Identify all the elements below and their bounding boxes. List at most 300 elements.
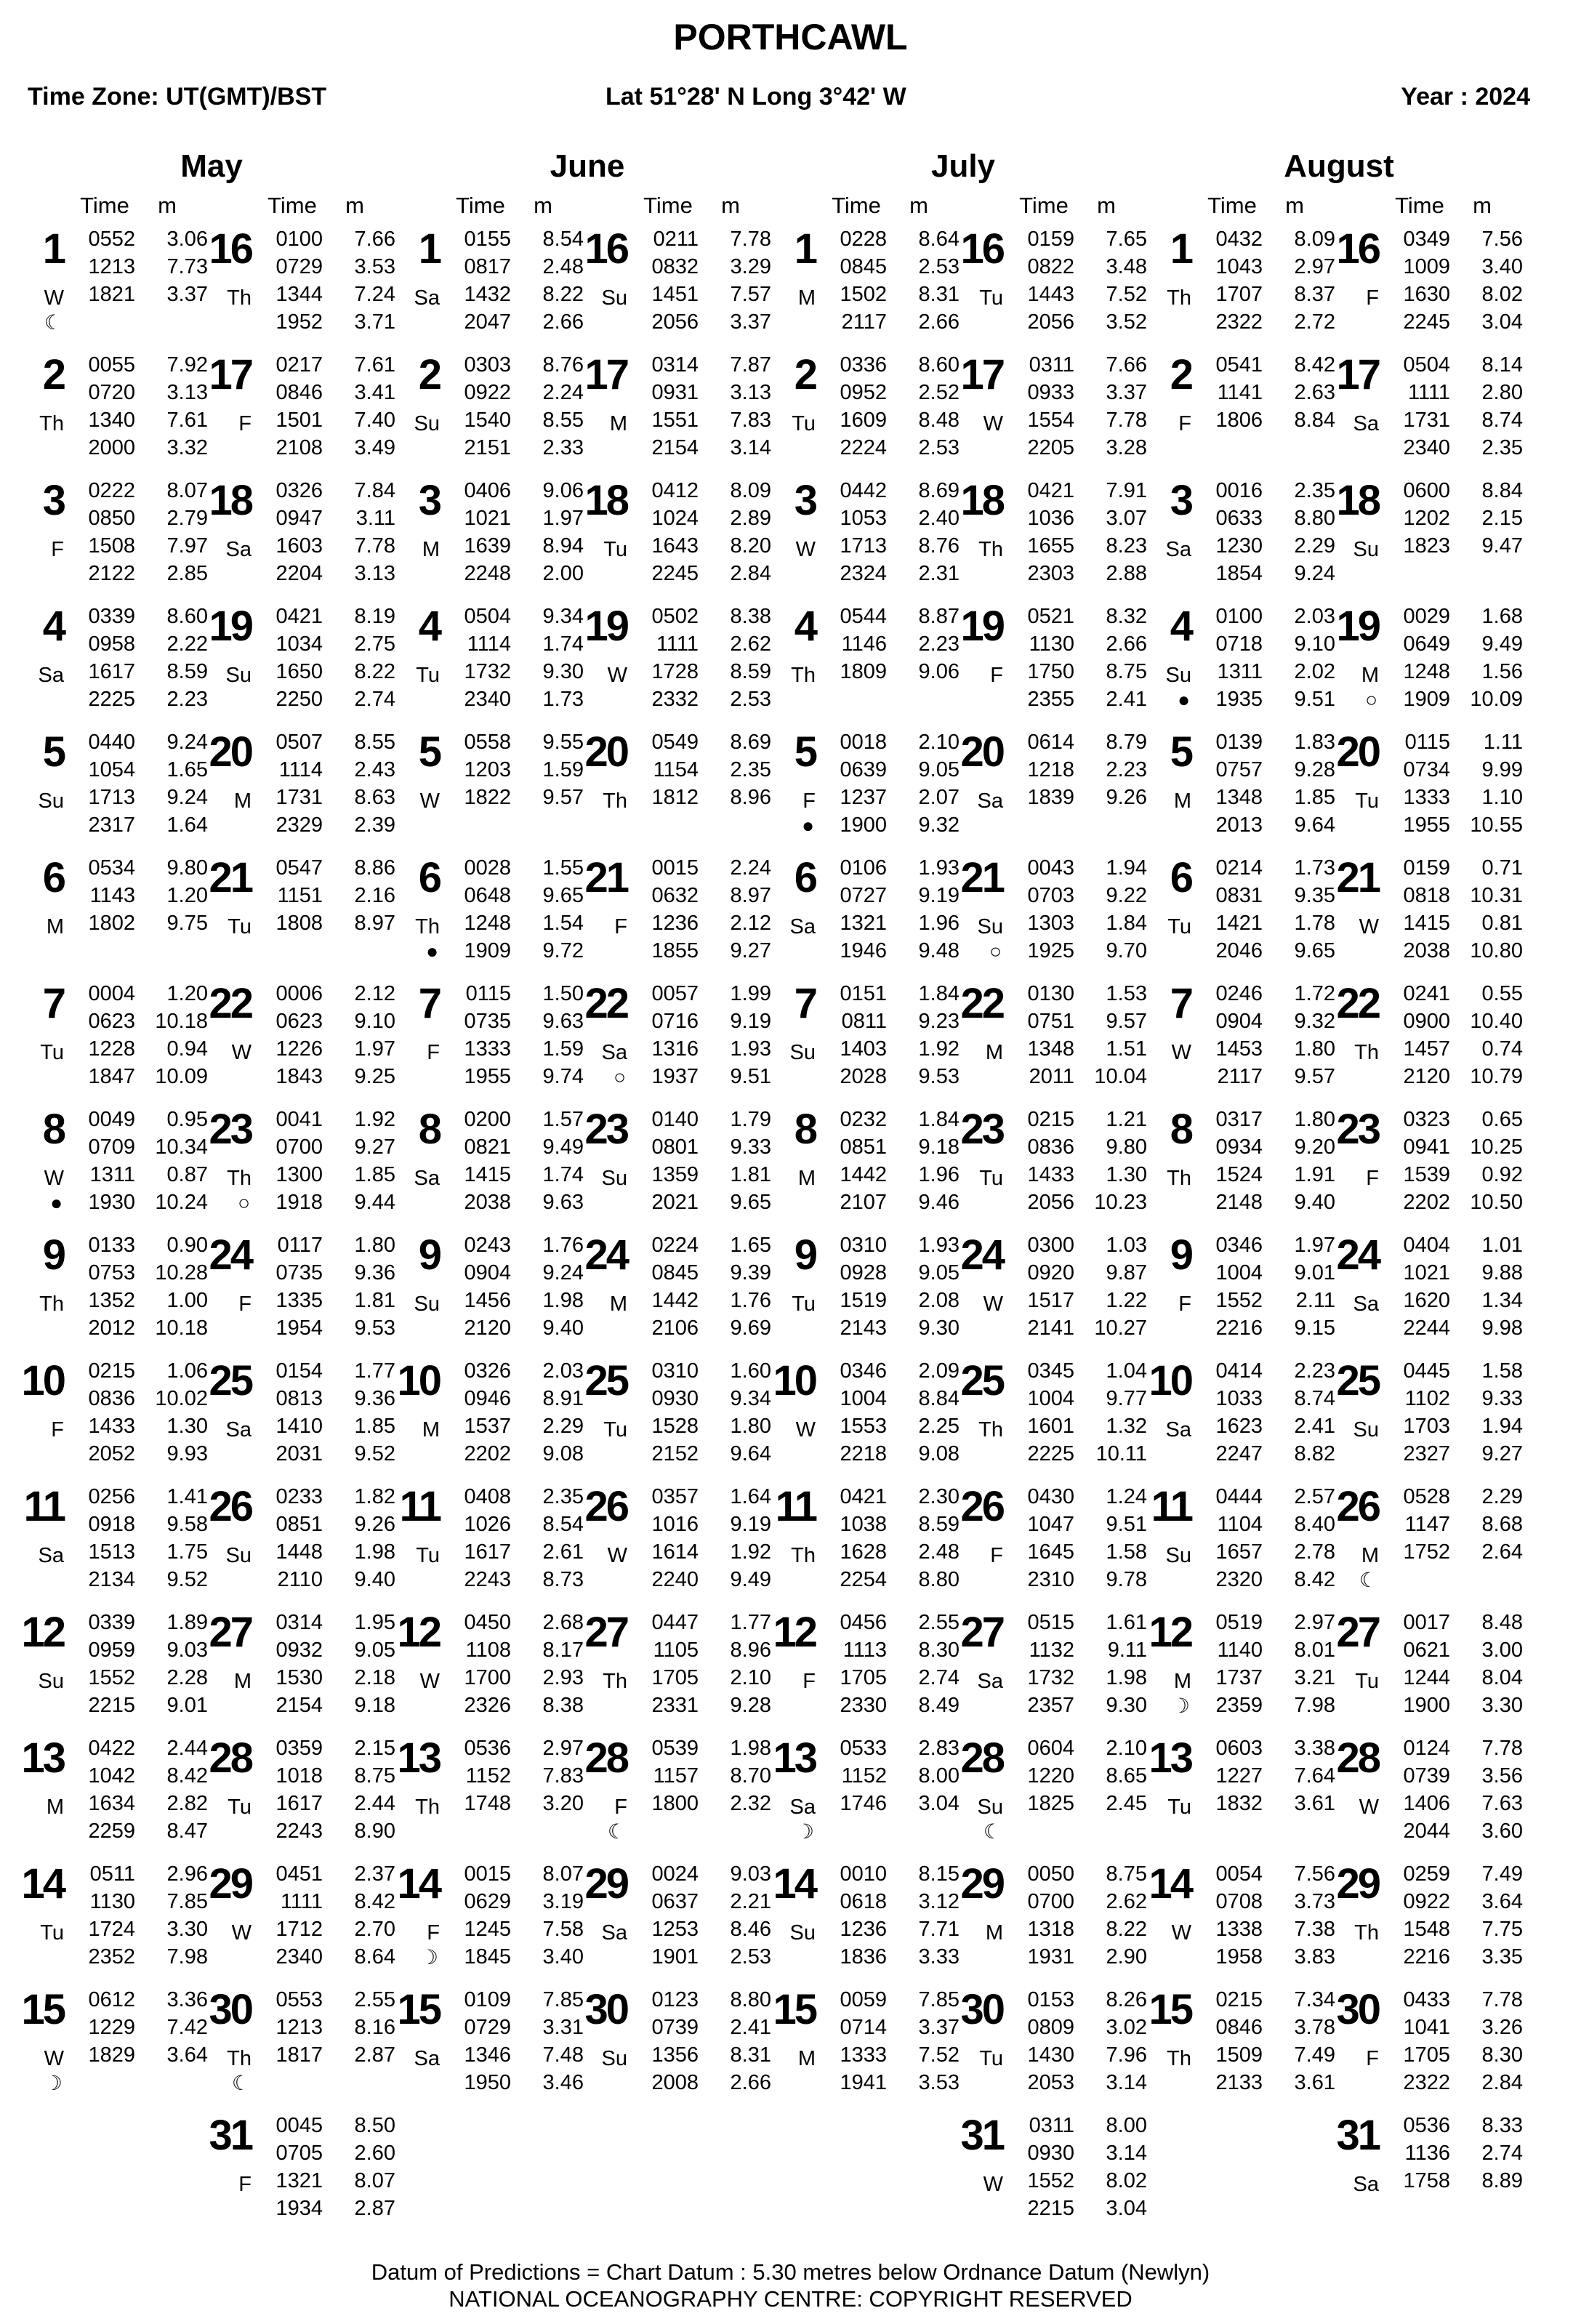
tide-row: [256, 811, 395, 839]
tide-row: [820, 532, 960, 560]
time-header: Time: [1395, 193, 1444, 218]
tide-row: [820, 980, 960, 1008]
tide-time: 2000: [88, 436, 135, 459]
tide-time: 0440: [88, 731, 135, 754]
tide-height: 7.56: [1294, 1862, 1335, 1886]
tide-time: 0928: [840, 1261, 887, 1284]
tide-height: 8.86: [354, 856, 395, 880]
tide-row: [1196, 2069, 1335, 2096]
tide-time: 0115: [465, 982, 511, 1005]
tide-time: 1724: [88, 1918, 135, 1941]
weekday-label: F: [1178, 412, 1191, 435]
tide-time: 1054: [88, 758, 135, 781]
tide-row: [632, 1986, 771, 2014]
day-number: 2: [42, 351, 64, 398]
tide-height: 1.94: [1481, 1415, 1523, 1438]
tide-height: 1.60: [730, 1359, 771, 1383]
tide-row: [1007, 1692, 1147, 1719]
tide-height: 7.97: [166, 534, 208, 558]
tide-height: 10.24: [155, 1191, 208, 1214]
tide-row: [1383, 1762, 1523, 1790]
day-entry: [398, 1106, 585, 1228]
tide-height: 7.38: [1294, 1918, 1335, 1941]
tide-time: 0314: [275, 1611, 323, 1634]
tide-time: 0714: [840, 2016, 887, 2039]
tide-height: 2.39: [354, 813, 395, 837]
day-entry: [961, 980, 1148, 1102]
tide-row: [820, 1259, 960, 1287]
weekday-label: F: [238, 412, 252, 435]
day-entry: [585, 1357, 773, 1479]
weekday-label: Th: [1354, 1921, 1379, 1945]
tide-time: 0050: [1027, 1862, 1074, 1886]
tide-row: [632, 1664, 771, 1692]
tide-row: [1383, 854, 1523, 882]
tide-height: 2.87: [354, 2043, 395, 2067]
tide-row: [256, 1133, 395, 1161]
tide-time: 0813: [275, 1387, 323, 1410]
tide-time: 0159: [1403, 856, 1450, 880]
tide-row: [1383, 1636, 1523, 1664]
day-entry: [585, 1860, 773, 1982]
tide-time: 0421: [1027, 479, 1074, 502]
tide-row: [68, 756, 208, 784]
tide-height: 8.59: [166, 660, 208, 683]
tide-time: 1430: [1027, 2043, 1074, 2067]
tide-time: 0534: [88, 856, 135, 880]
tide-row: [68, 406, 208, 434]
height-header: m: [158, 193, 177, 218]
tide-row: [632, 1008, 771, 1035]
tide-height: 1.68: [1481, 605, 1523, 628]
weekday-label: Tu: [603, 1418, 627, 1442]
tide-height: 8.69: [730, 731, 771, 754]
tide-row: [1383, 1790, 1523, 1817]
tide-time: 1004: [1215, 1261, 1263, 1284]
tide-time: 1502: [840, 283, 887, 306]
tide-height: 1.20: [166, 884, 208, 907]
weekday-label: Su: [1353, 1418, 1379, 1442]
tide-time: 2108: [275, 436, 323, 459]
tide-height: 0.81: [1481, 912, 1523, 935]
tide-row: [820, 1106, 960, 1133]
tide-time: 2340: [275, 1945, 323, 1969]
tide-height: 9.80: [1106, 1135, 1147, 1159]
height-header: m: [534, 193, 552, 218]
tide-row: [68, 379, 208, 406]
day-number: 21: [1336, 854, 1379, 901]
tide-time: 2322: [1403, 2071, 1450, 2094]
weekday-label: Sa: [1353, 412, 1379, 435]
tide-row: [256, 560, 395, 587]
tide-height: 2.40: [918, 507, 960, 530]
tide-row: [1383, 1287, 1523, 1314]
tide-time: 2218: [840, 1442, 887, 1465]
tide-height: 3.26: [1481, 2016, 1523, 2039]
tide-row: [632, 728, 771, 756]
tide-row: [820, 560, 960, 587]
moon-phase-icon: ☽: [44, 2072, 63, 2094]
tide-row: [632, 1231, 771, 1259]
tide-time: 1244: [1403, 1666, 1450, 1689]
tide-time: 1639: [464, 534, 511, 558]
tide-height: 2.52: [918, 381, 960, 404]
tide-height: 2.84: [1481, 2071, 1523, 2094]
tide-time: 2330: [840, 1694, 887, 1717]
tide-height: 2.62: [1106, 1890, 1147, 1913]
tide-row: [1007, 1259, 1147, 1287]
tide-time: 1935: [1215, 688, 1263, 711]
tide-row: [68, 1817, 208, 1845]
tide-row: [1196, 351, 1335, 379]
day-entry: [585, 854, 773, 976]
weekday-label: Su: [414, 1292, 440, 1316]
day-entry: [22, 225, 209, 347]
tide-row: [256, 1287, 395, 1314]
weekday-label: W: [44, 1167, 64, 1190]
tide-row: [444, 1888, 584, 1915]
tide-height: 1.11: [1483, 731, 1523, 754]
tide-row: [1007, 1106, 1147, 1133]
tide-time: 1845: [464, 1945, 511, 1969]
tide-row: [444, 1566, 584, 1593]
tide-height: 9.51: [1294, 688, 1335, 711]
tide-row: [68, 728, 208, 756]
weekday-label: Th: [978, 1418, 1003, 1442]
tide-time: 1731: [1403, 409, 1450, 432]
tide-time: 0109: [464, 1988, 511, 2011]
weekday-label: F: [51, 538, 64, 561]
tide-time: 1043: [1215, 255, 1263, 278]
tide-row: [68, 1314, 208, 1342]
tide-row: [1007, 253, 1147, 281]
weekday-label: M: [422, 1418, 440, 1442]
weekday-label: Th: [791, 1544, 816, 1567]
tide-height: 9.53: [354, 1316, 395, 1340]
tide-height: 2.57: [1294, 1485, 1335, 1508]
tide-row: [820, 1063, 960, 1090]
tide-row: [820, 434, 960, 462]
day-entry: [961, 225, 1148, 347]
tide-time: 1925: [1027, 939, 1074, 962]
tide-row: [632, 1790, 771, 1817]
day-column: [398, 0, 585, 2324]
weekday-label: Sa: [1165, 538, 1191, 561]
day-number: 4: [1170, 603, 1191, 650]
tide-row: [820, 658, 960, 685]
tide-row: [632, 1943, 771, 1971]
tide-height: 1.77: [730, 1611, 771, 1634]
tide-time: 0339: [88, 605, 135, 628]
tide-time: 1832: [1215, 1792, 1263, 1815]
tide-height: 1.80: [1294, 1108, 1335, 1131]
tide-row: [1196, 1762, 1335, 1790]
tide-height: 2.63: [1294, 381, 1335, 404]
tide-row: [444, 909, 584, 937]
tide-row: [256, 2139, 395, 2167]
tide-time: 0600: [1403, 479, 1450, 502]
weekday-label: M: [985, 1921, 1003, 1945]
tide-height: 8.65: [1106, 1764, 1147, 1788]
tide-row: [820, 1483, 960, 1511]
moon-phase-icon: ●: [426, 940, 438, 962]
tide-row: [256, 784, 395, 811]
weekday-label: Th: [227, 1167, 252, 1190]
tide-time: 1352: [88, 1289, 135, 1312]
day-entry: [1337, 351, 1524, 473]
day-number: 12: [21, 1609, 64, 1656]
tide-row: [444, 2014, 584, 2041]
tide-height: 3.04: [1481, 310, 1523, 334]
day-number: 15: [773, 1986, 816, 2033]
tide-height: 2.87: [354, 2197, 395, 2220]
weekday-label: Sa: [601, 1041, 627, 1064]
tide-row: [68, 1189, 208, 1216]
day-number: 17: [584, 351, 627, 398]
tide-height: 2.10: [1106, 1737, 1147, 1760]
weekday-label: Th: [415, 1796, 440, 1819]
weekday-label: W: [1359, 1796, 1379, 1819]
weekday-label: Su: [601, 2047, 627, 2070]
tide-row: [632, 351, 771, 379]
tide-row: [1383, 2014, 1523, 2041]
tide-height: 2.03: [542, 1359, 584, 1383]
tide-row: [820, 1888, 960, 1915]
tide-time: 1053: [840, 507, 887, 530]
tide-height: 8.87: [918, 605, 960, 628]
tide-time: 2310: [1027, 1568, 1074, 1591]
tide-height: 9.24: [1294, 562, 1335, 585]
tide-height: 9.55: [542, 731, 584, 754]
tide-time: 0024: [651, 1862, 699, 1886]
tide-row: [444, 2069, 584, 2096]
tide-height: 9.23: [918, 1010, 960, 1033]
tide-row: [444, 1664, 584, 1692]
tide-row: [632, 1762, 771, 1790]
tide-row: [1007, 504, 1147, 532]
tide-height: 9.65: [1294, 939, 1335, 962]
tide-time: 2141: [1027, 1316, 1074, 1340]
tide-row: [820, 1357, 960, 1385]
tide-height: 3.52: [1106, 310, 1147, 334]
day-entry: [1337, 477, 1524, 599]
day-entry: [1149, 351, 1337, 473]
weekday-label: Tu: [979, 286, 1003, 310]
tide-time: 1900: [840, 813, 887, 837]
tide-time: 1643: [651, 534, 699, 558]
tide-time: 1537: [464, 1415, 511, 1438]
tide-height: 9.19: [918, 884, 960, 907]
tide-height: 8.70: [730, 1764, 771, 1788]
tide-time: 0558: [464, 731, 511, 754]
tide-height: 1.74: [542, 1163, 584, 1186]
tide-height: 2.15: [1481, 507, 1523, 530]
tide-time: 0133: [88, 1234, 135, 1257]
tide-row: [444, 658, 584, 685]
tide-row: [632, 1287, 771, 1314]
weekday-label: W: [983, 412, 1003, 435]
tide-height: 9.77: [1106, 1387, 1147, 1410]
tide-height: 2.30: [918, 1485, 960, 1508]
tide-height: 1.97: [542, 507, 584, 530]
day-number: 19: [1336, 603, 1379, 650]
day-entry: [585, 477, 773, 599]
day-number: 2: [1170, 351, 1191, 398]
tide-row: [632, 2014, 771, 2041]
tide-row: [1383, 1385, 1523, 1412]
tide-height: 9.52: [166, 1568, 208, 1591]
tide-time: 0541: [1215, 353, 1263, 377]
tide-time: 0930: [1027, 2142, 1074, 2165]
day-entry: [398, 728, 585, 851]
tide-time: 2215: [88, 1694, 135, 1717]
tide-time: 2243: [464, 1568, 511, 1591]
tide-time: 1551: [651, 409, 699, 432]
tide-time: 0214: [1215, 856, 1263, 880]
tide-time: 2053: [1027, 2071, 1074, 2094]
tide-row: [1383, 1008, 1523, 1035]
tide-height: 1.53: [1106, 982, 1147, 1005]
tide-row: [256, 2112, 395, 2139]
tide-row: [444, 560, 584, 587]
tide-time: 1746: [840, 1792, 887, 1815]
weekday-label: F: [614, 915, 627, 938]
day-number: 14: [1148, 1860, 1191, 1907]
tide-time: 1303: [1027, 912, 1074, 935]
tide-time: 1236: [651, 912, 699, 935]
tide-row: [820, 308, 960, 336]
weekday-label: M: [233, 1670, 252, 1693]
tide-row: [632, 1538, 771, 1566]
tide-row: [1007, 560, 1147, 587]
tide-row: [256, 504, 395, 532]
tide-height: 8.64: [918, 228, 960, 251]
day-entry: [1337, 1986, 1524, 2108]
tide-time: 2317: [88, 813, 135, 837]
moon-phase-icon: ☽: [1171, 1694, 1190, 1717]
tide-time: 2245: [1403, 310, 1450, 334]
tide-row: [1007, 225, 1147, 253]
day-number: 9: [418, 1231, 440, 1279]
tide-row: [1196, 1440, 1335, 1468]
tide-height: 2.97: [1294, 255, 1335, 278]
tide-row: [1196, 1734, 1335, 1762]
weekday-label: W: [795, 538, 816, 561]
tide-height: 9.27: [1481, 1442, 1523, 1465]
tide-height: 3.40: [542, 1945, 584, 1969]
tide-time: 0536: [1403, 2114, 1450, 2137]
weekday-label: M: [609, 1292, 627, 1316]
day-number: 8: [794, 1106, 816, 1153]
tide-time: 0432: [1215, 228, 1263, 251]
tide-row: [820, 1609, 960, 1636]
tide-time: 1836: [840, 1945, 887, 1969]
day-number: 23: [1336, 1106, 1379, 1153]
tide-height: 3.28: [1106, 436, 1147, 459]
tide-time: 2046: [1215, 939, 1263, 962]
weekday-label: Sa: [977, 1670, 1003, 1693]
tide-height: 9.26: [1106, 786, 1147, 809]
day-entry: [961, 728, 1148, 851]
tide-height: 8.89: [1481, 2169, 1523, 2192]
tide-height: 8.15: [918, 1862, 960, 1886]
tide-time: 0521: [1027, 605, 1074, 628]
weekday-label: F: [990, 664, 1003, 687]
tide-row: [444, 1986, 584, 2014]
tide-time: 1406: [1403, 1792, 1450, 1815]
weekday-label: Su: [601, 1167, 627, 1190]
tide-height: 8.69: [918, 479, 960, 502]
tide-height: 3.13: [354, 562, 395, 585]
tide-time: 0100: [275, 228, 323, 251]
tide-time: 1042: [88, 1764, 135, 1788]
tide-time: 1321: [840, 912, 887, 935]
day-number: 25: [1336, 1357, 1379, 1404]
tide-row: [820, 1035, 960, 1063]
tide-time: 0633: [1215, 507, 1263, 530]
day-entry: [961, 1231, 1148, 1354]
tide-row: [444, 532, 584, 560]
tide-row: [256, 532, 395, 560]
day-entry: [585, 351, 773, 473]
day-number: 1: [1170, 225, 1191, 273]
tide-time: 1705: [840, 1666, 887, 1689]
day-number: 18: [960, 477, 1003, 524]
tide-height: 1.94: [1106, 856, 1147, 880]
tide-time: 2216: [1403, 1945, 1450, 1969]
tide-height: 9.65: [730, 1191, 771, 1214]
month-heading: May: [180, 148, 243, 184]
tide-height: 2.66: [730, 2071, 771, 2094]
tide-time: 0055: [88, 353, 135, 377]
tide-time: 1946: [840, 939, 887, 962]
tide-time: 1130: [1029, 632, 1074, 656]
weekday-label: Su: [38, 1670, 64, 1693]
tide-time: 0349: [1403, 228, 1450, 251]
tide-height: 8.33: [1481, 2114, 1523, 2137]
weekday-label: Sa: [1165, 1418, 1191, 1442]
tide-height: 2.28: [166, 1666, 208, 1689]
day-number: 24: [584, 1231, 627, 1279]
tide-height: 2.15: [354, 1737, 395, 1760]
tide-time: 1601: [1027, 1415, 1074, 1438]
tide-row: [1196, 2041, 1335, 2069]
tide-row: [1007, 2041, 1147, 2069]
tide-row: [444, 1915, 584, 1943]
tide-height: 1.91: [1294, 1163, 1335, 1186]
copyright-note: NATIONAL OCEANOGRAPHY CENTRE: COPYRIGHT RESERVED: [448, 2286, 1133, 2312]
tide-time: 0818: [1403, 884, 1450, 907]
datum-note: Datum of Predictions = Chart Datum : 5.30 metres below Ordnance Datum (Newlyn): [371, 2259, 1210, 2285]
tide-row: [1383, 1189, 1523, 1216]
tide-time: 0232: [840, 1108, 887, 1131]
tide-row: [1007, 1734, 1147, 1762]
tide-height: 9.88: [1481, 1261, 1523, 1284]
tide-height: 1.81: [354, 1289, 395, 1312]
tide-height: 8.73: [542, 1568, 584, 1591]
tide-time: 0017: [1403, 1611, 1450, 1634]
tide-row: [444, 630, 584, 658]
tide-row: [820, 1161, 960, 1189]
tide-height: 3.00: [1481, 1639, 1523, 1662]
tide-row: [444, 1538, 584, 1566]
tide-row: [68, 253, 208, 281]
day-number: 27: [960, 1609, 1003, 1656]
day-number: 3: [794, 477, 816, 524]
tide-height: 2.61: [542, 1540, 584, 1564]
weekday-label: F: [1366, 286, 1379, 310]
tide-height: 3.53: [918, 2071, 960, 2094]
